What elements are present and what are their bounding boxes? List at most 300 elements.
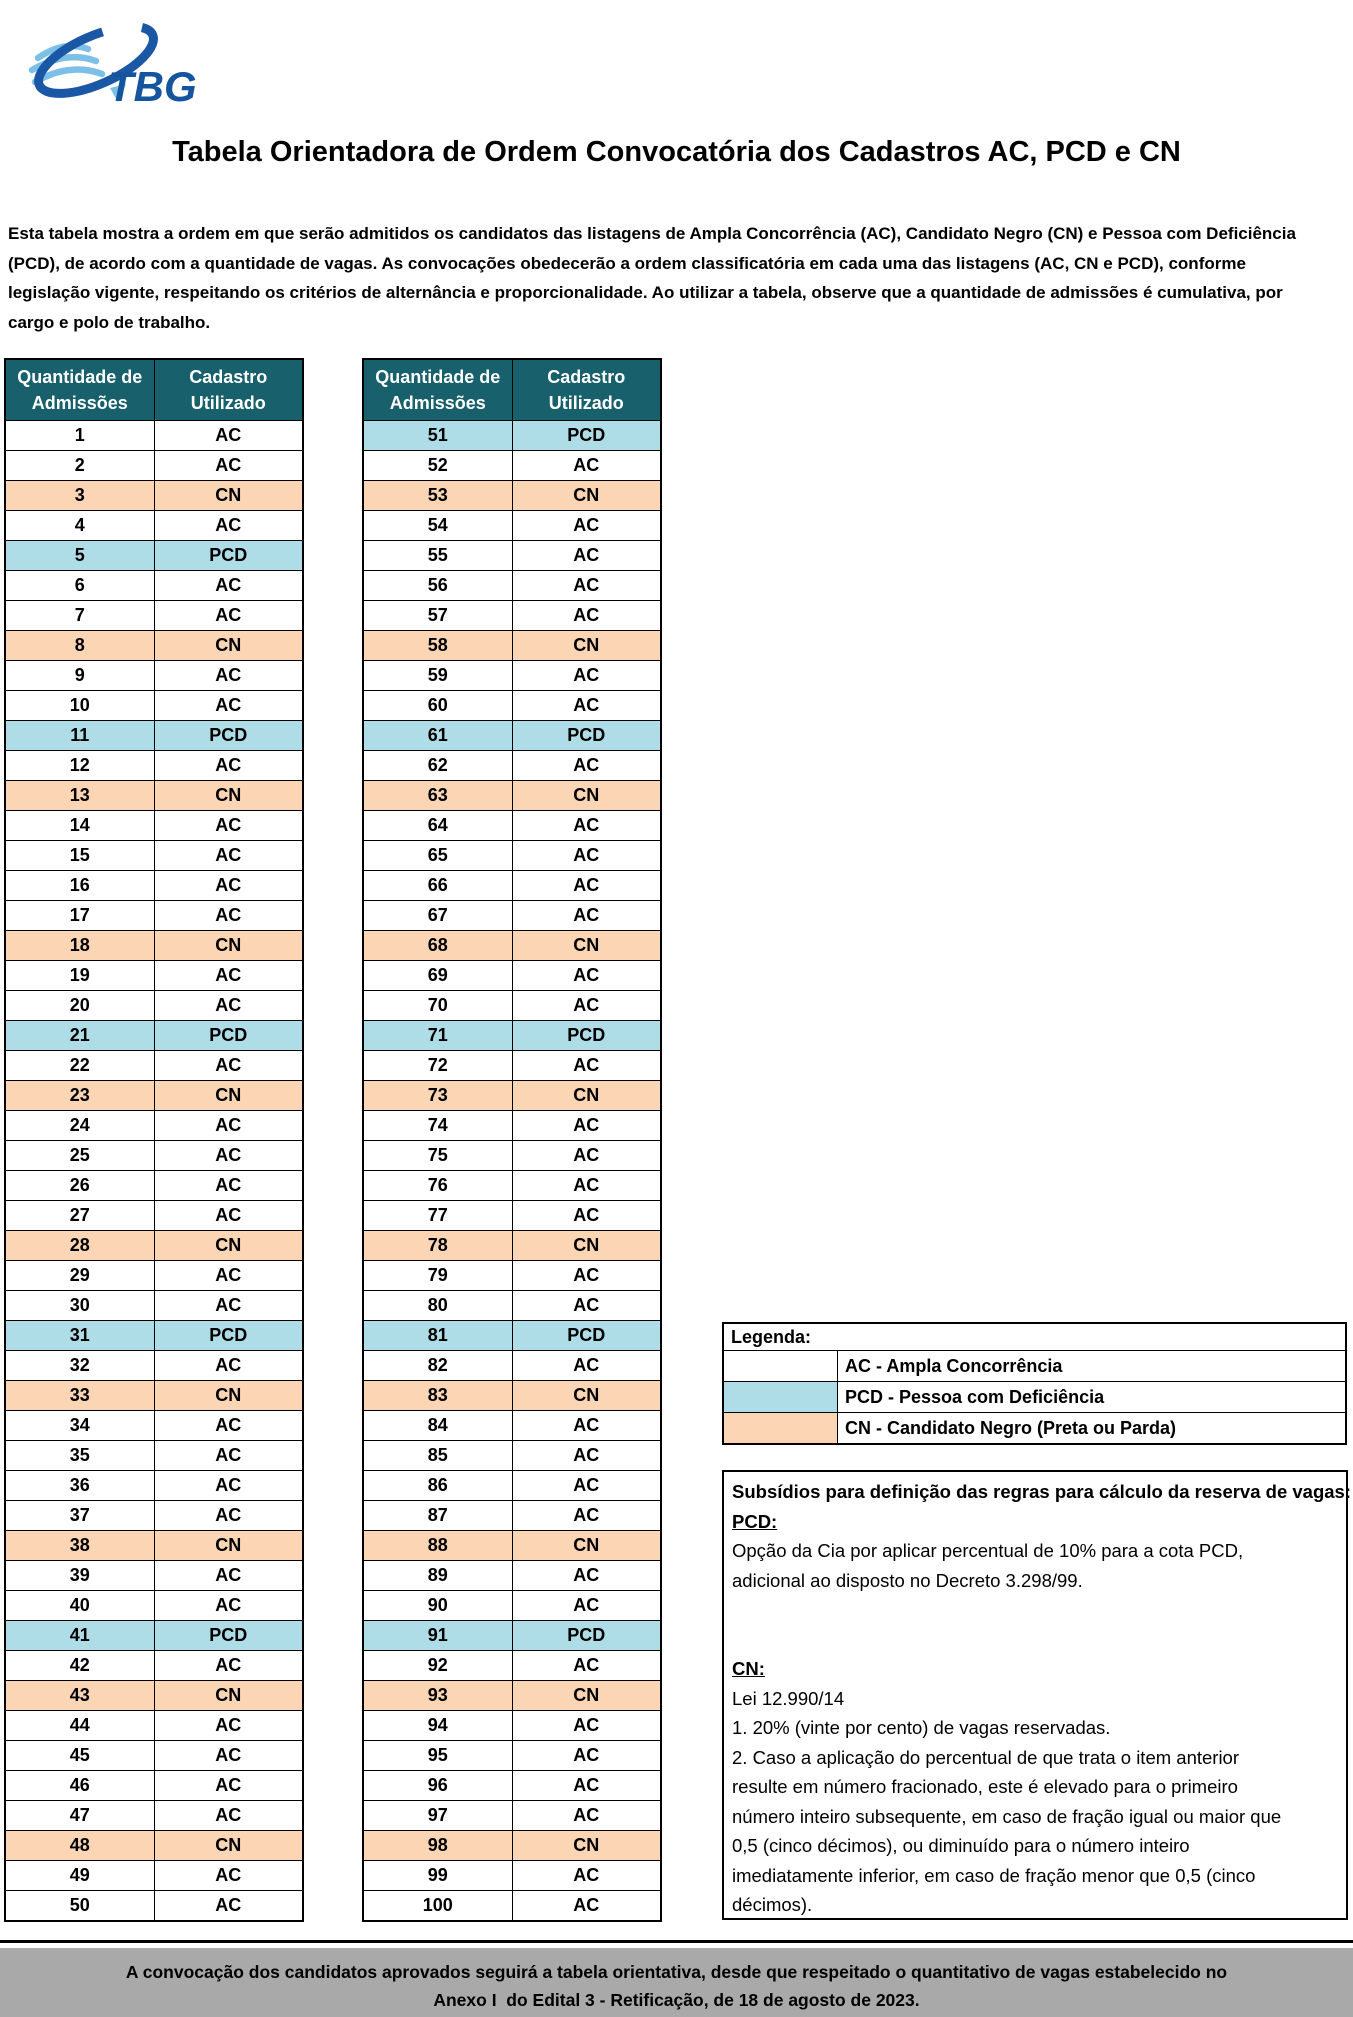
table-row <box>363 1801 661 1831</box>
cadastro-cell: PCD <box>512 1321 661 1351</box>
cadastro-cell: AC <box>154 511 303 541</box>
table-row <box>5 1081 303 1111</box>
table-row <box>5 811 303 841</box>
admissions-count-cell: 71 <box>363 1021 512 1051</box>
tbg-logo-graphic <box>22 14 212 106</box>
footer-note <box>0 1948 1353 2017</box>
admissions-count-cell: 99 <box>363 1861 512 1891</box>
cadastro-cell: AC <box>512 541 661 571</box>
cadastro-cell: AC <box>154 1441 303 1471</box>
col-header-line: Cadastro <box>547 367 626 387</box>
admissions-count-cell: 61 <box>363 721 512 751</box>
admissions-count-cell: 91 <box>363 1621 512 1651</box>
table-row <box>5 1561 303 1591</box>
admissions-count-cell: 52 <box>363 451 512 481</box>
legend-swatch-cn <box>723 1413 838 1445</box>
table-row <box>5 1801 303 1831</box>
subsidios-text-line: adicional ao disposto no Decreto 3.298/99. <box>732 1569 1083 1591</box>
table-row <box>363 871 661 901</box>
cadastro-cell: AC <box>512 841 661 871</box>
table-row <box>5 901 303 931</box>
admissions-count-cell: 45 <box>5 1741 154 1771</box>
admissions-count-cell: 36 <box>5 1471 154 1501</box>
table-row <box>5 1321 303 1351</box>
subsidios-text-line: resulte em número fracionado, este é elevado para o primeiro <box>732 1776 1238 1797</box>
admissions-count-cell: 6 <box>5 571 154 601</box>
table-row <box>363 1021 661 1051</box>
table-row <box>5 841 303 871</box>
cadastro-cell: AC <box>154 871 303 901</box>
cadastro-cell: AC <box>512 901 661 931</box>
table-row <box>5 1261 303 1291</box>
cadastro-cell: AC <box>154 1591 303 1621</box>
cadastro-cell: CN <box>512 1681 661 1711</box>
admissions-count-cell: 76 <box>363 1171 512 1201</box>
admissions-count-cell: 73 <box>363 1081 512 1111</box>
table-row <box>363 901 661 931</box>
subsidios-text-line: número inteiro subsequente, em caso de fração igual ou maior que <box>732 1805 1282 1827</box>
table-row <box>5 1651 303 1681</box>
table-row <box>363 1531 661 1561</box>
admissions-count-cell: 79 <box>363 1261 512 1291</box>
table-row <box>5 601 303 631</box>
cadastro-cell: CN <box>154 1531 303 1561</box>
admissions-count-cell: 25 <box>5 1141 154 1171</box>
table-row <box>363 1621 661 1651</box>
cadastro-cell: AC <box>154 1111 303 1141</box>
table-row <box>5 1351 303 1381</box>
admissions-count-cell: 1 <box>5 421 154 451</box>
cadastro-cell: AC <box>512 1141 661 1171</box>
table-row <box>5 1441 303 1471</box>
admissions-count-cell: 67 <box>363 901 512 931</box>
table-row <box>5 1381 303 1411</box>
table-row <box>5 871 303 901</box>
table-row <box>363 1741 661 1771</box>
legend-swatch-ac <box>723 1351 838 1382</box>
table-row <box>363 1471 661 1501</box>
admissions-count-cell: 48 <box>5 1831 154 1861</box>
cadastro-cell: CN <box>154 631 303 661</box>
admissions-count-cell: 90 <box>363 1591 512 1621</box>
cadastro-cell: AC <box>154 1741 303 1771</box>
cadastro-cell: AC <box>154 1771 303 1801</box>
admissions-count-cell: 58 <box>363 631 512 661</box>
legend-box <box>722 1322 1347 1445</box>
admissions-count-cell: 17 <box>5 901 154 931</box>
admissions-count-cell: 12 <box>5 751 154 781</box>
cadastro-cell: AC <box>512 1441 661 1471</box>
cadastro-cell: AC <box>154 1861 303 1891</box>
table-row <box>5 661 303 691</box>
col-header-line: Utilizado <box>190 393 266 413</box>
admissions-count-cell: 97 <box>363 1801 512 1831</box>
table-row <box>5 511 303 541</box>
table-row <box>5 991 303 1021</box>
subsidios-text-line: Opção da Cia por aplicar percentual de 10% para a cota PCD, <box>732 1540 1244 1561</box>
admissions-count-cell: 5 <box>5 541 154 571</box>
cadastro-cell: AC <box>154 1801 303 1831</box>
page-title: Tabela Orientadora de Ordem Convocatória dos Cadastros AC, PCD e CN <box>172 136 1181 168</box>
admissions-count-cell: 26 <box>5 1171 154 1201</box>
cadastro-cell: AC <box>512 1891 661 1922</box>
cadastro-cell: AC <box>154 1141 303 1171</box>
admissions-count-cell: 42 <box>5 1651 154 1681</box>
table-row <box>5 1621 303 1651</box>
cadastro-cell: AC <box>512 1861 661 1891</box>
table-row <box>363 1771 661 1801</box>
table-row <box>5 691 303 721</box>
cadastro-cell: AC <box>154 1261 303 1291</box>
cadastro-cell: AC <box>154 1501 303 1531</box>
admissions-count-cell: 82 <box>363 1351 512 1381</box>
admissions-count-cell: 38 <box>5 1531 154 1561</box>
admissions-count-cell: 39 <box>5 1561 154 1591</box>
cadastro-cell: PCD <box>512 1021 661 1051</box>
admissions-count-cell: 96 <box>363 1771 512 1801</box>
table-row <box>5 421 303 451</box>
cadastro-cell: CN <box>154 1231 303 1261</box>
cadastro-cell: AC <box>154 961 303 991</box>
cadastro-cell: AC <box>154 1291 303 1321</box>
cadastro-cell: AC <box>154 901 303 931</box>
table-row <box>363 1261 661 1291</box>
legend-title-row <box>723 1323 1346 1351</box>
cadastro-cell: AC <box>154 1411 303 1441</box>
cadastro-cell: AC <box>154 991 303 1021</box>
cadastro-cell: AC <box>512 691 661 721</box>
cadastro-cell: AC <box>512 1261 661 1291</box>
admissions-count-cell: 50 <box>5 1891 154 1922</box>
admissions-count-cell: 30 <box>5 1291 154 1321</box>
admissions-count-cell: 63 <box>363 781 512 811</box>
table-row <box>5 1831 303 1861</box>
cadastro-cell: AC <box>512 961 661 991</box>
cadastro-cell: AC <box>154 1171 303 1201</box>
cadastro-cell: AC <box>512 1711 661 1741</box>
table-row <box>363 451 661 481</box>
table-row <box>363 1501 661 1531</box>
admissions-count-cell: 16 <box>5 871 154 901</box>
table-row <box>363 751 661 781</box>
cadastro-cell: AC <box>154 601 303 631</box>
admissions-count-cell: 11 <box>5 721 154 751</box>
admissions-count-cell: 14 <box>5 811 154 841</box>
cadastro-cell: CN <box>512 1231 661 1261</box>
table-row <box>5 1111 303 1141</box>
table-row <box>5 751 303 781</box>
admissions-count-cell: 54 <box>363 511 512 541</box>
table-row <box>5 721 303 751</box>
col-header-line: Quantidade de <box>375 367 501 387</box>
logo-wordmark: TBG <box>108 63 197 106</box>
admissions-count-cell: 32 <box>5 1351 154 1381</box>
cadastro-cell: CN <box>512 1081 661 1111</box>
admissions-count-cell: 89 <box>363 1561 512 1591</box>
table-row <box>363 1831 661 1861</box>
admissions-count-cell: 33 <box>5 1381 154 1411</box>
table-row <box>5 1171 303 1201</box>
admissions-count-cell: 40 <box>5 1591 154 1621</box>
conv-table-right <box>362 358 662 1922</box>
table-row <box>5 1771 303 1801</box>
col-header-line: Cadastro <box>189 367 268 387</box>
admissions-count-cell: 85 <box>363 1441 512 1471</box>
legend-label: PCD - Pessoa com Deficiência <box>838 1382 1347 1413</box>
cadastro-cell: PCD <box>512 1621 661 1651</box>
admissions-count-cell: 65 <box>363 841 512 871</box>
cadastro-cell: AC <box>154 1051 303 1081</box>
table-row <box>5 1591 303 1621</box>
col-header-line: Admissões <box>389 393 486 413</box>
cadastro-cell: PCD <box>154 721 303 751</box>
admissions-count-cell: 53 <box>363 481 512 511</box>
cadastro-cell: CN <box>154 781 303 811</box>
table-row <box>363 991 661 1021</box>
table-row <box>363 1591 661 1621</box>
col-header-cadastro <box>154 359 303 421</box>
table-row <box>363 1441 661 1471</box>
admissions-count-cell: 84 <box>363 1411 512 1441</box>
table-row <box>363 961 661 991</box>
table-row <box>363 1081 661 1111</box>
admissions-count-cell: 72 <box>363 1051 512 1081</box>
table-row <box>363 1321 661 1351</box>
table-row <box>363 1171 661 1201</box>
table-row <box>5 451 303 481</box>
admissions-count-cell: 20 <box>5 991 154 1021</box>
table-row <box>363 1381 661 1411</box>
legend-item <box>723 1382 1346 1413</box>
col-header-line: Quantidade de <box>17 367 143 387</box>
col-header-admissions <box>5 359 154 421</box>
admissions-count-cell: 9 <box>5 661 154 691</box>
cadastro-cell: AC <box>512 1651 661 1681</box>
table-row <box>363 691 661 721</box>
admissions-count-cell: 62 <box>363 751 512 781</box>
cadastro-cell: AC <box>512 571 661 601</box>
admissions-count-cell: 75 <box>363 1141 512 1171</box>
cadastro-cell: AC <box>512 1411 661 1441</box>
legend-title: Legenda: <box>723 1323 1346 1351</box>
cadastro-cell: AC <box>154 841 303 871</box>
admissions-count-cell: 27 <box>5 1201 154 1231</box>
cadastro-cell: AC <box>512 1351 661 1381</box>
table-row <box>5 1531 303 1561</box>
admissions-count-cell: 13 <box>5 781 154 811</box>
intro-line: legislação vigente, respeitando os critérios de alternância e proporcionalidade. Ao utilizar a tabela, observe que a quantidade de admissões é cumulativa, por <box>8 283 1283 302</box>
table-row <box>5 1861 303 1891</box>
cadastro-cell: AC <box>154 421 303 451</box>
admissions-count-cell: 15 <box>5 841 154 871</box>
conv-table-left <box>4 358 304 1922</box>
col-header-cadastro <box>512 359 661 421</box>
cadastro-cell: AC <box>154 1471 303 1501</box>
cadastro-cell: AC <box>154 1651 303 1681</box>
cadastro-cell: AC <box>512 1471 661 1501</box>
table-row <box>5 1891 303 1922</box>
admissions-count-cell: 41 <box>5 1621 154 1651</box>
conv-table-header-row <box>5 359 303 421</box>
cadastro-cell: PCD <box>154 1321 303 1351</box>
admissions-count-cell: 94 <box>363 1711 512 1741</box>
legend-item <box>723 1413 1346 1445</box>
cadastro-cell: CN <box>512 781 661 811</box>
col-header-line: Admissões <box>31 393 128 413</box>
table-row <box>5 541 303 571</box>
table-row <box>363 721 661 751</box>
admissions-count-cell: 51 <box>363 421 512 451</box>
cadastro-cell: CN <box>154 481 303 511</box>
table-row <box>363 661 661 691</box>
admissions-count-cell: 98 <box>363 1831 512 1861</box>
table-row <box>5 1411 303 1441</box>
table-row <box>363 781 661 811</box>
intro-line: Esta tabela mostra a ordem em que serão admitidos os candidatos das listagens de Ampla Concorrência (AC), Candidato Negro (CN) e Pessoa com Deficiência <box>8 224 1296 243</box>
cadastro-cell: AC <box>154 661 303 691</box>
admissions-count-cell: 47 <box>5 1801 154 1831</box>
cadastro-cell: CN <box>154 1681 303 1711</box>
cadastro-cell: AC <box>512 1801 661 1831</box>
table-row <box>363 571 661 601</box>
cadastro-cell: AC <box>154 451 303 481</box>
cadastro-cell: CN <box>154 931 303 961</box>
table-row <box>363 631 661 661</box>
cadastro-cell: CN <box>512 1531 661 1561</box>
admissions-count-cell: 78 <box>363 1231 512 1261</box>
admissions-count-cell: 83 <box>363 1381 512 1411</box>
cadastro-cell: AC <box>512 661 661 691</box>
table-row <box>363 1681 661 1711</box>
table-row <box>363 1111 661 1141</box>
legend-swatch-pcd <box>723 1382 838 1413</box>
admissions-count-cell: 37 <box>5 1501 154 1531</box>
cadastro-cell: AC <box>512 451 661 481</box>
admissions-count-cell: 60 <box>363 691 512 721</box>
admissions-count-cell: 18 <box>5 931 154 961</box>
cadastro-cell: AC <box>512 1201 661 1231</box>
cadastro-cell: AC <box>512 991 661 1021</box>
cadastro-cell: AC <box>154 571 303 601</box>
table-row <box>5 1231 303 1261</box>
cadastro-cell: CN <box>154 1831 303 1861</box>
admissions-count-cell: 10 <box>5 691 154 721</box>
admissions-count-cell: 95 <box>363 1741 512 1771</box>
admissions-count-cell: 44 <box>5 1711 154 1741</box>
cadastro-cell: PCD <box>154 1621 303 1651</box>
table-row <box>363 1201 661 1231</box>
admissions-count-cell: 43 <box>5 1681 154 1711</box>
cadastro-cell: CN <box>512 631 661 661</box>
cadastro-cell: AC <box>512 1051 661 1081</box>
cadastro-cell: AC <box>512 601 661 631</box>
cadastro-cell: PCD <box>512 421 661 451</box>
cadastro-cell: CN <box>154 1081 303 1111</box>
table-row <box>363 541 661 571</box>
cadastro-cell: AC <box>154 1891 303 1922</box>
admissions-count-cell: 19 <box>5 961 154 991</box>
admissions-count-cell: 49 <box>5 1861 154 1891</box>
table-row <box>363 511 661 541</box>
table-row <box>363 601 661 631</box>
cadastro-cell: AC <box>512 1771 661 1801</box>
col-header-line: Utilizado <box>548 393 624 413</box>
cadastro-cell: AC <box>512 751 661 781</box>
cadastro-cell: AC <box>512 1591 661 1621</box>
cadastro-cell: AC <box>154 1201 303 1231</box>
legend-label: CN - Candidato Negro (Preta ou Parda) <box>838 1413 1347 1445</box>
table-row <box>5 1021 303 1051</box>
admissions-count-cell: 23 <box>5 1081 154 1111</box>
cadastro-cell: AC <box>154 691 303 721</box>
cadastro-cell: AC <box>512 871 661 901</box>
admissions-count-cell: 28 <box>5 1231 154 1261</box>
table-row <box>363 931 661 961</box>
cadastro-cell: AC <box>154 751 303 781</box>
admissions-count-cell: 87 <box>363 1501 512 1531</box>
subsidios-text-line: décimos). <box>732 1894 813 1915</box>
subsidios-section-heading: CN: <box>732 1658 765 1679</box>
table-row <box>5 481 303 511</box>
table-row <box>363 1291 661 1321</box>
admissions-count-cell: 46 <box>5 1771 154 1801</box>
admissions-count-cell: 77 <box>363 1201 512 1231</box>
table-row <box>363 841 661 871</box>
admissions-count-cell: 88 <box>363 1531 512 1561</box>
admissions-count-cell: 8 <box>5 631 154 661</box>
table-row <box>363 1411 661 1441</box>
admissions-count-cell: 74 <box>363 1111 512 1141</box>
table-row <box>5 1291 303 1321</box>
admissions-count-cell: 21 <box>5 1021 154 1051</box>
table-row <box>363 1141 661 1171</box>
cadastro-cell: AC <box>154 1561 303 1591</box>
admissions-count-cell: 69 <box>363 961 512 991</box>
subsidios-text-line: 2. Caso a aplicação do percentual de que trata o item anterior <box>732 1746 1240 1768</box>
table-row <box>363 1711 661 1741</box>
admissions-count-cell: 70 <box>363 991 512 1021</box>
cadastro-cell: AC <box>512 1291 661 1321</box>
admissions-count-cell: 92 <box>363 1651 512 1681</box>
cadastro-cell: AC <box>512 511 661 541</box>
conv-table-header-row <box>363 359 661 421</box>
intro-line: cargo e polo de trabalho. <box>8 312 211 332</box>
admissions-count-cell: 35 <box>5 1441 154 1471</box>
cadastro-cell: AC <box>512 811 661 841</box>
cadastro-cell: CN <box>512 481 661 511</box>
table-row <box>363 1651 661 1681</box>
table-row <box>5 571 303 601</box>
cadastro-cell: AC <box>512 1171 661 1201</box>
table-row <box>5 1711 303 1741</box>
table-row <box>363 481 661 511</box>
subsidios-text-line: 0,5 (cinco décimos), ou diminuído para o número inteiro <box>732 1835 1190 1856</box>
intro-line: (PCD), de acordo com a quantidade de vagas. As convocações obedecerão a ordem classificatória em cada uma das listagens (AC, CN e PCD), conforme <box>8 253 1246 273</box>
admissions-count-cell: 57 <box>363 601 512 631</box>
admissions-count-cell: 31 <box>5 1321 154 1351</box>
table-row <box>363 1231 661 1261</box>
admissions-count-cell: 80 <box>363 1291 512 1321</box>
subsidios-section-heading: PCD: <box>732 1510 778 1532</box>
table-row <box>363 1051 661 1081</box>
subsidios-text-line: Lei 12.990/14 <box>732 1687 845 1709</box>
footer-line: Anexo I do Edital 3 - Retificação, de 18 de agosto de 2023. <box>433 1990 920 2010</box>
admissions-count-cell: 34 <box>5 1411 154 1441</box>
table-row <box>5 1681 303 1711</box>
table-row <box>5 781 303 811</box>
subsidios-box <box>722 1470 1351 1920</box>
legend-item <box>723 1351 1346 1382</box>
